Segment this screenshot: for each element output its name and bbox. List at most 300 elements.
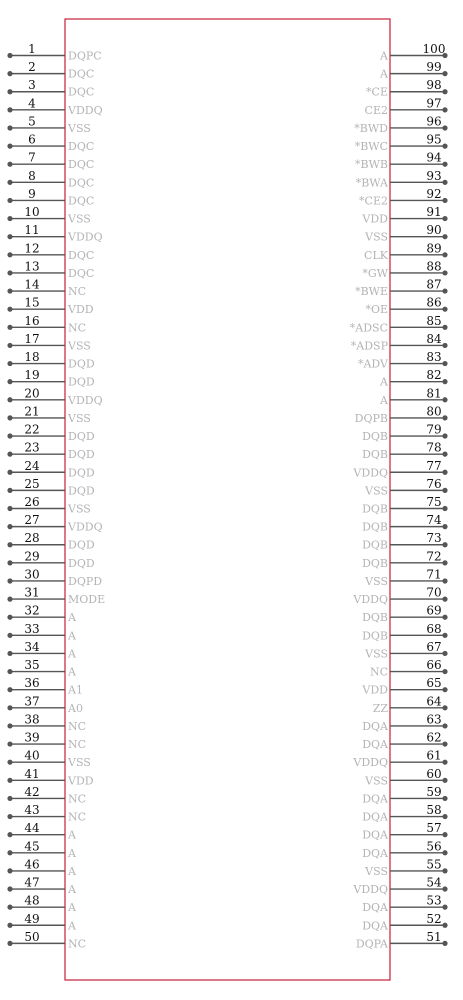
pin-endpoint xyxy=(7,760,12,765)
pin-endpoint xyxy=(7,198,12,203)
pin-endpoint xyxy=(442,868,447,873)
pin-number: 72 xyxy=(426,549,442,564)
pin-number: 80 xyxy=(426,404,442,419)
pin-number: 70 xyxy=(426,585,442,600)
left-pin-13 xyxy=(7,259,94,280)
pin-endpoint xyxy=(7,107,12,112)
pin-number: 48 xyxy=(24,893,40,908)
left-pin-18 xyxy=(7,350,94,371)
pin-name: NC xyxy=(68,285,87,299)
left-pin-19 xyxy=(7,368,94,389)
pin-number: 65 xyxy=(426,676,442,691)
pin-name: A xyxy=(68,864,76,878)
pin-endpoint xyxy=(7,415,12,420)
pin-name: DQD xyxy=(68,466,95,480)
pin-endpoint xyxy=(442,252,447,257)
left-pin-29 xyxy=(7,549,94,570)
pin-endpoint xyxy=(7,560,12,565)
pin-endpoint xyxy=(7,379,12,384)
pin-number: 87 xyxy=(426,277,442,292)
pin-number: 10 xyxy=(24,205,40,220)
pin-endpoint xyxy=(7,270,12,275)
pin-endpoint xyxy=(442,125,447,130)
pin-endpoint xyxy=(442,796,447,801)
pin-endpoint xyxy=(442,723,447,728)
pin-endpoint xyxy=(7,53,12,58)
pin-number: 74 xyxy=(426,513,442,528)
pin-endpoint xyxy=(7,850,12,855)
pin-name: DQA xyxy=(362,810,388,824)
pin-endpoint xyxy=(7,234,12,239)
pin-number: 12 xyxy=(24,241,40,256)
pin-endpoint xyxy=(442,198,447,203)
pin-number: 45 xyxy=(24,839,40,854)
pin-endpoint xyxy=(442,180,447,185)
pin-endpoint xyxy=(442,288,447,293)
pin-name: DQC xyxy=(68,194,95,208)
left-pin-4 xyxy=(7,96,102,117)
pin-endpoint xyxy=(7,470,12,475)
pin-endpoint xyxy=(442,760,447,765)
pin-name: VSS xyxy=(68,756,91,770)
pin-number: 44 xyxy=(24,821,40,836)
left-pin-30 xyxy=(7,567,102,588)
left-pin-2 xyxy=(7,60,94,81)
left-pin-43 xyxy=(7,803,86,824)
pin-endpoint xyxy=(7,741,12,746)
pin-name: A xyxy=(380,49,388,63)
pin-name: *BWA xyxy=(355,176,388,190)
pin-number: 16 xyxy=(24,313,40,328)
pin-endpoint xyxy=(7,180,12,185)
pin-name: NC xyxy=(68,937,87,951)
pin-number: 24 xyxy=(24,458,40,473)
pin-name: VSS xyxy=(365,647,388,661)
pin-endpoint xyxy=(7,71,12,76)
left-pin-40 xyxy=(7,749,90,770)
pin-number: 94 xyxy=(426,150,442,165)
pin-endpoint xyxy=(7,687,12,692)
ic-body xyxy=(65,19,390,980)
pin-number: 56 xyxy=(426,839,442,854)
pin-name: A xyxy=(68,883,76,897)
left-pin-41 xyxy=(7,767,93,788)
pin-name: DQB xyxy=(362,629,388,643)
pin-name: DQC xyxy=(68,248,95,262)
pin-number: 13 xyxy=(24,259,40,274)
pin-endpoint xyxy=(7,633,12,638)
pin-number: 63 xyxy=(426,712,442,727)
pin-number: 17 xyxy=(24,331,40,346)
left-pin-35 xyxy=(7,658,77,679)
pin-endpoint xyxy=(442,433,447,438)
pin-endpoint xyxy=(442,850,447,855)
pin-number: 3 xyxy=(28,78,36,93)
pin-endpoint xyxy=(442,234,447,239)
left-pin-11 xyxy=(7,223,102,244)
pin-endpoint xyxy=(442,542,447,547)
left-pin-9 xyxy=(7,187,94,208)
pin-name: DQA xyxy=(362,919,388,933)
pin-number: 60 xyxy=(426,766,442,781)
pin-number: 33 xyxy=(24,621,40,636)
pin-number: 6 xyxy=(28,132,36,147)
pin-endpoint xyxy=(7,814,12,819)
pin-endpoint xyxy=(7,325,12,330)
pin-name: A xyxy=(68,647,76,661)
left-pin-22 xyxy=(7,423,94,444)
pin-number: 8 xyxy=(28,168,36,183)
pin-name: VSS xyxy=(68,339,91,353)
pin-endpoint xyxy=(442,778,447,783)
pin-endpoint xyxy=(442,597,447,602)
pin-name: DQC xyxy=(68,176,95,190)
pin-number: 28 xyxy=(24,531,40,546)
pin-endpoint xyxy=(442,343,447,348)
pin-endpoint xyxy=(7,89,12,94)
left-pin-47 xyxy=(7,876,77,897)
pin-name: DQC xyxy=(68,266,95,280)
pin-number: 55 xyxy=(426,857,442,872)
pin-number: 66 xyxy=(426,658,442,673)
pin-endpoint xyxy=(442,470,447,475)
left-pin-39 xyxy=(7,731,86,752)
pin-number: 86 xyxy=(426,295,442,310)
left-pin-12 xyxy=(7,241,94,262)
pin-number: 99 xyxy=(426,60,442,75)
pin-name: A xyxy=(68,611,76,625)
pin-endpoint xyxy=(442,651,447,656)
left-pin-3 xyxy=(7,78,94,99)
pin-number: 57 xyxy=(426,821,442,836)
pin-number: 47 xyxy=(24,875,40,890)
pin-endpoint xyxy=(7,397,12,402)
pin-number: 50 xyxy=(24,929,40,944)
pin-number: 18 xyxy=(24,350,40,365)
pin-name: VDDQ xyxy=(353,883,388,897)
pin-name: DQC xyxy=(68,67,95,81)
left-pin-5 xyxy=(7,114,90,134)
pin-endpoint xyxy=(7,651,12,656)
pin-number: 52 xyxy=(426,911,442,926)
pin-number: 23 xyxy=(24,440,40,455)
pin-endpoint xyxy=(7,868,12,873)
left-pin-45 xyxy=(7,839,77,860)
pin-name: DQC xyxy=(68,140,95,154)
pin-name: DQD xyxy=(68,375,95,389)
pin-name: A xyxy=(68,828,76,842)
pin-name: NC xyxy=(68,738,87,752)
left-pin-7 xyxy=(7,151,94,172)
pin-number: 78 xyxy=(426,440,442,455)
pin-number: 82 xyxy=(426,368,442,383)
pin-endpoint xyxy=(7,125,12,130)
pin-name: DQB xyxy=(362,611,388,625)
pin-name: A xyxy=(380,67,388,81)
pin-endpoint xyxy=(442,615,447,620)
pin-endpoint xyxy=(442,814,447,819)
pin-name: *CE2 xyxy=(359,194,388,208)
pin-number: 96 xyxy=(426,114,442,129)
pin-name: VDD xyxy=(68,303,94,317)
pin-name: VDDQ xyxy=(353,593,388,607)
left-pin-32 xyxy=(7,604,77,625)
pin-number: 98 xyxy=(426,78,442,93)
pin-number: 22 xyxy=(24,422,40,437)
pin-number: 9 xyxy=(28,186,36,201)
pin-endpoint xyxy=(442,270,447,275)
pin-name: VSS xyxy=(68,411,91,425)
pin-number: 100 xyxy=(422,42,446,56)
pin-name: DQD xyxy=(68,430,95,444)
left-pin-49 xyxy=(7,912,77,933)
pin-endpoint xyxy=(7,542,12,547)
pin-name: DQD xyxy=(68,556,95,570)
pin-number: 14 xyxy=(24,277,40,292)
pin-number: 49 xyxy=(24,911,40,926)
pin-name: NC xyxy=(68,719,87,733)
pin-number: 4 xyxy=(28,96,36,111)
pin-number: 32 xyxy=(24,603,40,618)
pin-name: VSS xyxy=(365,864,388,878)
pin-endpoint xyxy=(442,687,447,692)
pin-name: A0 xyxy=(68,701,83,715)
pin-name: VDDQ xyxy=(353,756,388,770)
pin-name: DQA xyxy=(362,828,388,842)
pin-number: 69 xyxy=(426,603,442,618)
pin-name: DQC xyxy=(68,158,95,172)
pin-endpoint xyxy=(7,506,12,511)
pin-number: 36 xyxy=(24,676,40,691)
pin-name: A xyxy=(68,846,76,860)
pin-number: 97 xyxy=(426,96,442,111)
pin-name: *OE xyxy=(365,303,388,317)
left-pin-31 xyxy=(7,586,105,607)
pin-name: NC xyxy=(68,321,87,335)
left-pin-23 xyxy=(7,441,94,462)
left-pin-37 xyxy=(7,694,83,715)
pin-name: DQB xyxy=(362,448,388,462)
pin-name: *GW xyxy=(362,266,388,280)
pin-name: DQB xyxy=(362,538,388,552)
left-pin-42 xyxy=(7,785,86,806)
pin-name: DQD xyxy=(68,448,95,462)
pin-name: VSS xyxy=(365,574,388,588)
pin-number: 21 xyxy=(24,404,40,419)
pin-number: 29 xyxy=(24,549,40,564)
pin-number: 61 xyxy=(426,748,442,763)
pin-endpoint xyxy=(442,524,447,529)
pin-name: *ADSC xyxy=(349,321,388,335)
pin-name: DQC xyxy=(68,85,95,99)
pin-number: 37 xyxy=(24,694,40,709)
pin-endpoint xyxy=(442,71,447,76)
pin-number: 39 xyxy=(24,730,40,745)
pin-name: CLK xyxy=(364,248,388,262)
pin-endpoint xyxy=(442,452,447,457)
pin-name: A xyxy=(68,901,76,915)
left-pin-16 xyxy=(7,314,86,335)
pin-endpoint xyxy=(7,433,12,438)
pin-endpoint xyxy=(442,488,447,493)
pin-endpoint xyxy=(442,560,447,565)
pin-number: 83 xyxy=(426,350,442,365)
pin-number: 62 xyxy=(426,730,442,745)
pin-number: 89 xyxy=(426,241,442,256)
pin-name: *BWD xyxy=(354,121,388,135)
pin-name: NC xyxy=(68,810,87,824)
pin-name: DQA xyxy=(362,719,388,733)
pin-endpoint xyxy=(7,923,12,928)
pin-name: A xyxy=(380,375,388,389)
left-pin-28 xyxy=(7,531,94,552)
pin-name: VDDQ xyxy=(68,230,103,244)
left-pin-1 xyxy=(7,42,101,63)
pin-number: 27 xyxy=(24,513,40,528)
pin-name: VDD xyxy=(68,774,94,788)
pin-name: *ADV xyxy=(357,357,388,371)
pin-endpoint xyxy=(442,669,447,674)
pin-number: 71 xyxy=(426,567,442,582)
pin-number: 92 xyxy=(426,186,442,201)
pin-name: VSS xyxy=(68,121,91,135)
pin-name: NC xyxy=(369,665,388,679)
left-pin-44 xyxy=(7,821,77,842)
pin-number: 11 xyxy=(24,223,40,238)
pin-number: 88 xyxy=(426,259,442,274)
pin-endpoint xyxy=(442,89,447,94)
pin-name: NC xyxy=(68,792,87,806)
pin-number: 93 xyxy=(426,168,442,183)
left-pin-8 xyxy=(7,169,94,190)
pin-number: 41 xyxy=(24,766,40,781)
pin-name: A1 xyxy=(68,683,83,697)
pin-name: A xyxy=(380,393,388,407)
pin-endpoint xyxy=(442,379,447,384)
pin-number: 31 xyxy=(24,585,40,600)
left-pin-21 xyxy=(7,404,90,425)
pin-endpoint xyxy=(442,705,447,710)
pin-number: 40 xyxy=(24,748,40,763)
left-pin-38 xyxy=(7,712,86,733)
pin-endpoint xyxy=(442,886,447,891)
left-pin-10 xyxy=(7,205,90,226)
left-pin-34 xyxy=(7,640,77,661)
pin-name: *ADSP xyxy=(350,339,388,353)
pin-name: VDDQ xyxy=(68,393,103,407)
pin-number: 30 xyxy=(24,567,40,582)
pin-number: 19 xyxy=(24,368,40,383)
pin-name: *BWE xyxy=(355,285,388,299)
pin-number: 76 xyxy=(426,476,442,491)
pin-number: 43 xyxy=(24,803,40,818)
pin-number: 7 xyxy=(28,150,36,165)
left-pin-36 xyxy=(7,676,83,697)
right-pin-group xyxy=(350,42,448,950)
pin-name: DQPB xyxy=(354,411,388,425)
pin-endpoint xyxy=(442,307,447,312)
pin-endpoint xyxy=(442,506,447,511)
pin-endpoint xyxy=(442,832,447,837)
pin-number: 91 xyxy=(426,205,442,220)
pin-number: 64 xyxy=(426,694,442,709)
pin-endpoint xyxy=(7,307,12,312)
pin-number: 75 xyxy=(426,495,442,509)
pin-number: 38 xyxy=(24,712,40,727)
pin-number: 77 xyxy=(426,458,442,473)
pin-endpoint xyxy=(7,941,12,946)
left-pin-24 xyxy=(7,459,94,480)
left-pin-50 xyxy=(7,930,86,951)
pin-endpoint xyxy=(442,397,447,402)
pin-endpoint xyxy=(7,886,12,891)
pin-name: VDD xyxy=(362,683,388,697)
pin-name: A xyxy=(68,629,76,643)
left-pin-group xyxy=(7,42,105,950)
pin-number: 54 xyxy=(426,875,442,890)
right-pin-51 xyxy=(356,930,448,951)
pin-endpoint xyxy=(442,905,447,910)
pin-number: 58 xyxy=(426,803,442,818)
pin-number: 25 xyxy=(24,476,40,491)
pin-name: DQA xyxy=(362,846,388,860)
pin-name: DQD xyxy=(68,538,95,552)
pin-number: 90 xyxy=(426,223,442,238)
pin-endpoint xyxy=(7,288,12,293)
left-pin-33 xyxy=(7,622,77,643)
pin-endpoint xyxy=(442,578,447,583)
pin-endpoint xyxy=(7,216,12,221)
pin-name: VSS xyxy=(365,484,388,498)
pin-name: DQPC xyxy=(68,49,102,63)
pin-number: 53 xyxy=(426,893,442,908)
pin-number: 79 xyxy=(426,422,442,437)
pin-name: VDDQ xyxy=(353,466,388,480)
pin-name: *CE xyxy=(366,85,388,99)
pin-number: 51 xyxy=(426,929,442,944)
pin-number: 81 xyxy=(426,386,442,401)
pin-name: VDDQ xyxy=(68,103,103,117)
pin-endpoint xyxy=(442,144,447,149)
pin-endpoint xyxy=(442,361,447,366)
pin-name: *BWC xyxy=(354,140,388,154)
pin-endpoint xyxy=(442,633,447,638)
pin-number: 73 xyxy=(426,531,442,546)
pin-number: 67 xyxy=(426,639,442,654)
left-pin-26 xyxy=(7,495,90,516)
pin-endpoint xyxy=(7,524,12,529)
pin-endpoint xyxy=(7,578,12,583)
pin-endpoint xyxy=(7,452,12,457)
pin-endpoint xyxy=(7,488,12,493)
pin-endpoint xyxy=(442,162,447,167)
pin-number: 34 xyxy=(24,639,40,654)
left-pin-15 xyxy=(7,296,93,317)
pin-name: VSS xyxy=(365,230,388,244)
pin-name: DQPD xyxy=(68,574,103,588)
pin-name: DQB xyxy=(362,556,388,570)
left-pin-27 xyxy=(7,513,102,534)
pin-number: 35 xyxy=(24,658,40,673)
pin-name: VSS xyxy=(68,502,91,516)
left-pin-48 xyxy=(7,894,77,915)
pin-number: 42 xyxy=(24,784,40,799)
pin-endpoint xyxy=(7,361,12,366)
pin-endpoint xyxy=(7,705,12,710)
pin-endpoint xyxy=(7,162,12,167)
pin-name: DQB xyxy=(362,430,388,444)
pin-endpoint xyxy=(7,597,12,602)
